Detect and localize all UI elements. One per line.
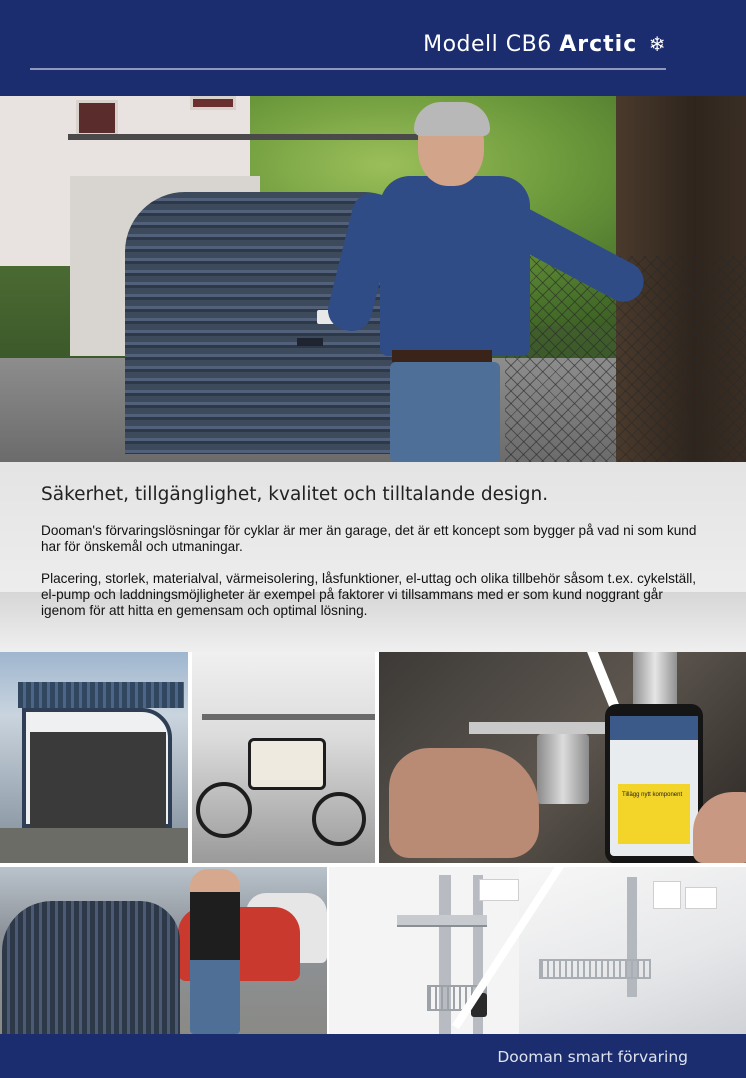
footer-brand: Dooman smart förvaring	[497, 1048, 688, 1066]
snowflake-icon: ❄	[648, 32, 666, 56]
model-variant: Arctic	[559, 32, 638, 57]
photo-accessories	[329, 867, 746, 1034]
garage-handle	[297, 338, 323, 346]
photo-grid	[0, 652, 746, 1034]
photo-cargo-bike-interior	[192, 652, 375, 863]
paragraph-factors: Placering, storlek, materialval, värmeisolering, låsfunktioner, el-uttag och olika tillbehör såsom t.ex. cykelställ, el-pump och laddningsmöjligheter är exempel på faktorer vi tillsammans med er som kund noggrant går igenom för att hitta en gemensam och optimal lösning.	[41, 571, 697, 618]
page-footer	[0, 1034, 746, 1078]
hero-person	[340, 106, 660, 462]
model-name: Modell CB6	[423, 32, 552, 57]
paragraph-concept: Dooman's förvaringslösningar för cyklar är mer än garage, det är ett koncept som bygger på vad ni som kund har för önskemål och utmaningar.	[41, 523, 697, 554]
intro-text	[41, 484, 711, 635]
photo-lock-and-app	[379, 652, 746, 863]
page-header	[0, 0, 746, 96]
app-add-component-button: Tillägg nytt komponent	[622, 792, 683, 798]
phone-app	[605, 704, 703, 863]
hero-photo	[0, 96, 746, 462]
header-divider	[30, 68, 666, 70]
photo-open-garage	[0, 652, 188, 863]
photo-man-at-garage	[0, 867, 327, 1034]
section-heading: Säkerhet, tillgänglighet, kvalitet och tilltalande design.	[41, 484, 549, 505]
header-title	[423, 32, 666, 57]
